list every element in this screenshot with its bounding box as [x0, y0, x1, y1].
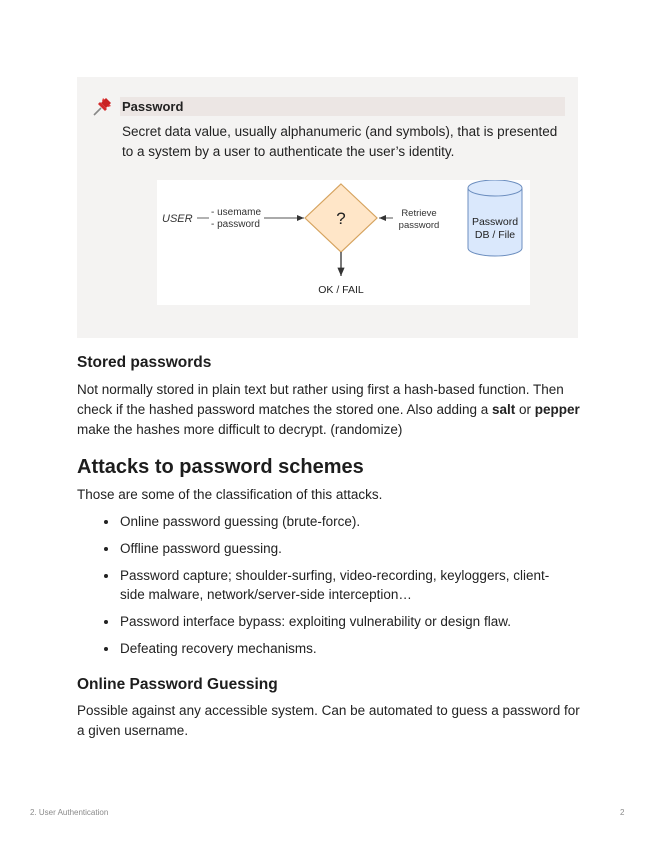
- attacks-intro: Those are some of the classification of this attacks.: [77, 487, 383, 502]
- footer-page-number: 2: [620, 808, 625, 817]
- definition-callout: [77, 77, 578, 338]
- pushpin-icon: [91, 94, 115, 118]
- online-guessing-heading: Online Password Guessing: [77, 676, 278, 693]
- password-label: - password: [211, 219, 260, 230]
- list-item: Defeating recovery mechanisms.: [100, 639, 570, 658]
- footer-section-title: 2. User Authentication: [30, 808, 109, 817]
- list-item: Offline password guessing.: [100, 539, 570, 558]
- db-label-1: Password: [471, 216, 519, 228]
- user-label: USER: [162, 213, 193, 225]
- retrieve-label-1: Retrieve: [401, 208, 437, 219]
- pepper-term: pepper: [534, 402, 580, 417]
- attacks-list: [100, 512, 570, 666]
- retrieve-label-2: password: [398, 220, 440, 231]
- list-item: Password capture; shoulder-surfing, video-recording, keyloggers, client-side malware, network/server-side interception…: [100, 566, 570, 604]
- stored-text-part-2: or: [515, 402, 535, 417]
- stored-passwords-heading: Stored passwords: [77, 354, 212, 371]
- password-flow-diagram: [157, 180, 530, 305]
- stored-text-part-3: make the hashes more difficult to decrypt. (randomize): [77, 422, 403, 437]
- list-item: Online password guessing (brute-force).: [100, 512, 570, 531]
- callout-title: Password: [120, 97, 565, 116]
- decision-symbol: ?: [336, 209, 346, 228]
- salt-term: salt: [492, 402, 516, 417]
- callout-body: Secret data value, usually alphanumeric (and symbols), that is presented to a system by a user to authenticate the user’s identity.: [122, 124, 558, 159]
- list-item: Password interface bypass: exploiting vulnerability or design flaw.: [100, 612, 570, 631]
- stored-passwords-text: [77, 380, 582, 440]
- attacks-heading: Attacks to password schemes: [77, 456, 364, 478]
- username-label: - usemame: [211, 207, 262, 218]
- online-guessing-text: Possible against any accessible system. Can be automated to guess a password for a given username.: [77, 703, 580, 738]
- stored-text-part-1: Not normally stored in plain text but rather using first a hash-based function. Then check if the hashed password matches the stored one. Also adding a: [77, 382, 564, 417]
- db-label-2: DB / File: [474, 229, 516, 241]
- result-label: OK / FAIL: [318, 284, 364, 296]
